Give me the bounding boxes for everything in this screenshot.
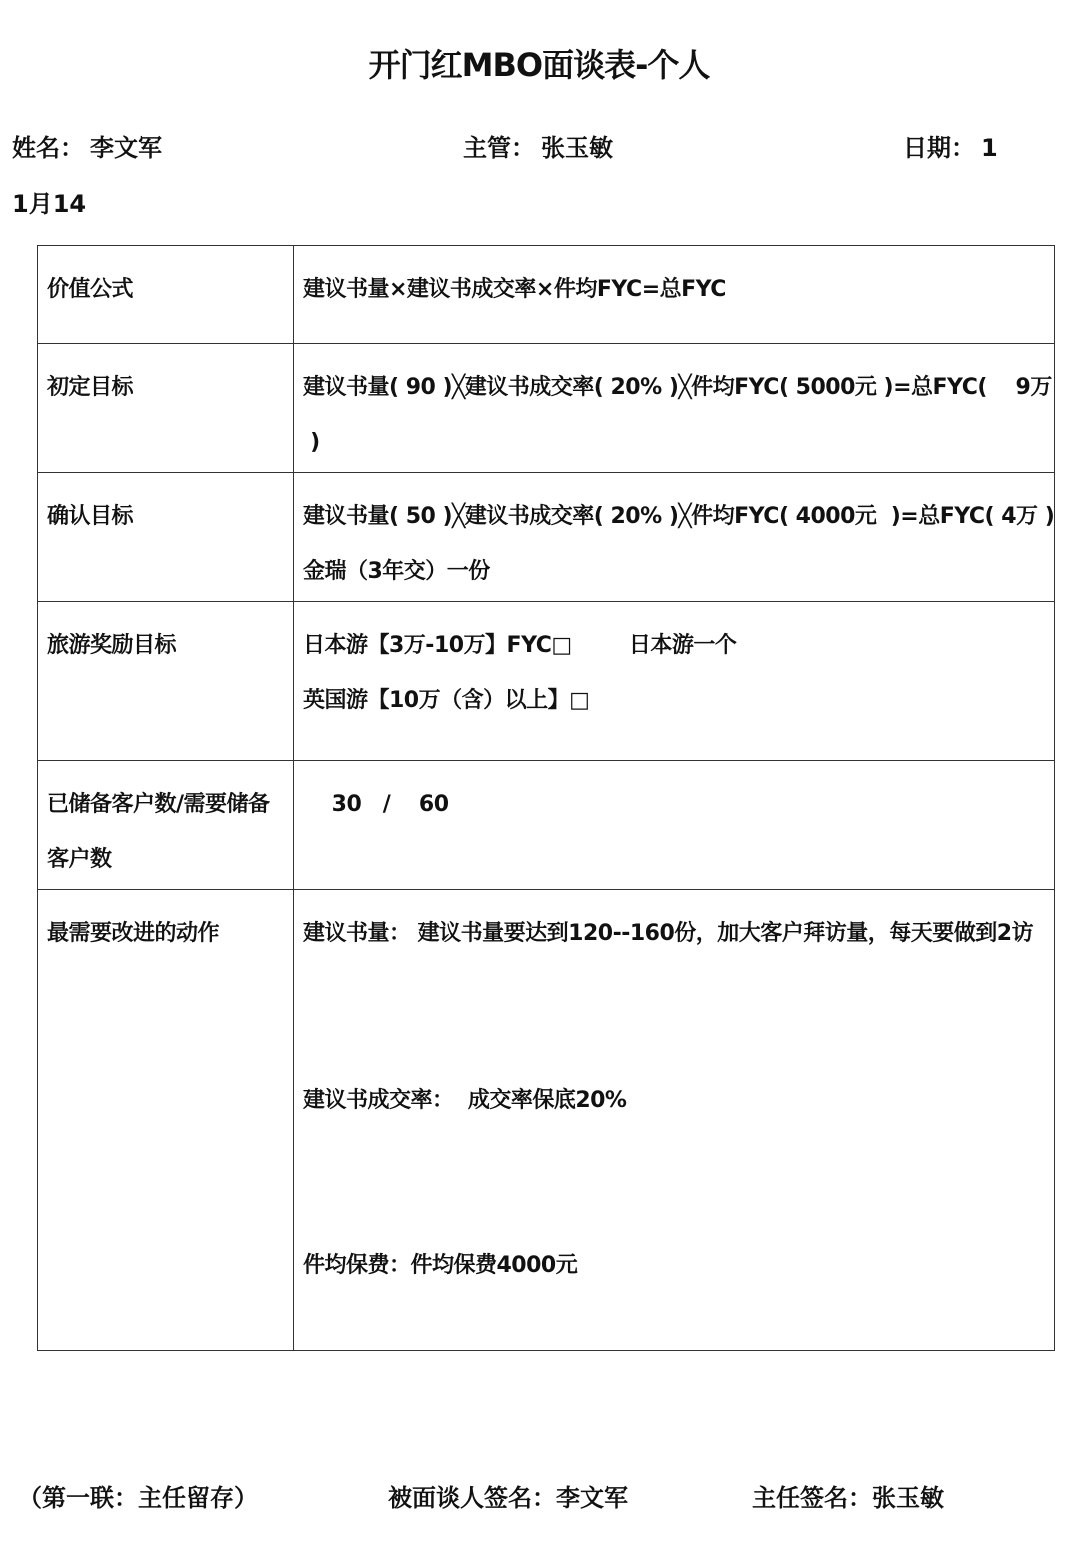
supervisor-label: 主管： xyxy=(463,134,535,162)
initial-target-line-1: 建议书量( 90 )╳建议书成交率( 20% )╳件均FYC( 5000元 )=总FYC( 9万 xyxy=(303,375,1052,400)
date-label: 日期： xyxy=(903,134,975,162)
table-row xyxy=(38,344,1055,473)
improvement-average-premium: 件均保费：件均保费4000元 xyxy=(303,1253,578,1278)
row-content-travel-reward xyxy=(294,602,1055,761)
table-row xyxy=(38,246,1055,344)
confirmed-target-line-1: 建议书量( 50 )╳建议书成交率( 20% )╳件均FYC( 4000元 )=总FYC( 4万 ) xyxy=(303,504,1055,529)
row-content-initial-target xyxy=(294,344,1055,473)
initial-target-line-2: ) xyxy=(303,430,320,455)
director-value: 张玉敏 xyxy=(872,1484,944,1512)
improvement-close-rate: 建议书成交率： 成交率保底20% xyxy=(303,1088,627,1113)
table-row xyxy=(38,602,1055,761)
spacer xyxy=(303,1128,1048,1238)
travel-reward-line-1: 日本游【3万-10万】FYC□ 日本游一个 xyxy=(303,633,737,658)
formula-text: 建议书量×建议书成交率×件均FYC=总FYC xyxy=(303,277,726,302)
footer-copy-note: （第一联：主任留存） xyxy=(18,1484,258,1512)
improvement-proposal-volume: 建议书量： 建议书量要达到120--160份，加大客户拜访量，每天要做到2访 xyxy=(303,921,1034,946)
travel-reward-line-2: 英国游【10万（含）以上】□ xyxy=(303,688,590,713)
footer-interviewee-signature xyxy=(388,1478,628,1513)
footer-director-signature xyxy=(752,1478,944,1513)
table-row xyxy=(38,473,1055,602)
row-content-confirmed-target xyxy=(294,473,1055,602)
row-content-value-formula xyxy=(294,246,1055,344)
name-label: 姓名： xyxy=(12,134,84,162)
page-title: 开门红MBO面谈表-个人 xyxy=(368,46,710,84)
header-date xyxy=(903,128,998,163)
name-value: 李文军 xyxy=(90,134,162,162)
row-label-improvement: 最需要改进的动作 xyxy=(38,890,294,1351)
header-date-continued: 1月14 xyxy=(12,190,87,218)
table-row xyxy=(38,890,1055,1351)
confirmed-target-line-2: 金瑞（3年交）一份 xyxy=(303,559,490,584)
row-label-travel-reward: 旅游奖励目标 xyxy=(38,602,294,761)
row-content-customer-reserve xyxy=(294,761,1055,890)
spacer xyxy=(303,961,1048,1073)
director-label: 主任签名： xyxy=(752,1484,872,1512)
header-name xyxy=(12,128,162,163)
date-value: 1 xyxy=(981,134,998,162)
interviewee-label: 被面谈人签名： xyxy=(388,1484,556,1512)
row-label-customer-reserve: 已储备客户数/需要储备客户数 xyxy=(38,761,294,890)
row-content-improvement xyxy=(294,890,1055,1351)
table-row xyxy=(38,761,1055,890)
row-label-value-formula: 价值公式 xyxy=(38,246,294,344)
row-label-initial-target: 初定目标 xyxy=(38,344,294,473)
row-label-confirmed-target: 确认目标 xyxy=(38,473,294,602)
supervisor-value: 张玉敏 xyxy=(541,134,613,162)
header-supervisor xyxy=(463,128,613,163)
interviewee-value: 李文军 xyxy=(556,1484,628,1512)
customer-reserve-value: 30 / 60 xyxy=(303,792,449,817)
mbo-form-table xyxy=(37,245,1055,1351)
